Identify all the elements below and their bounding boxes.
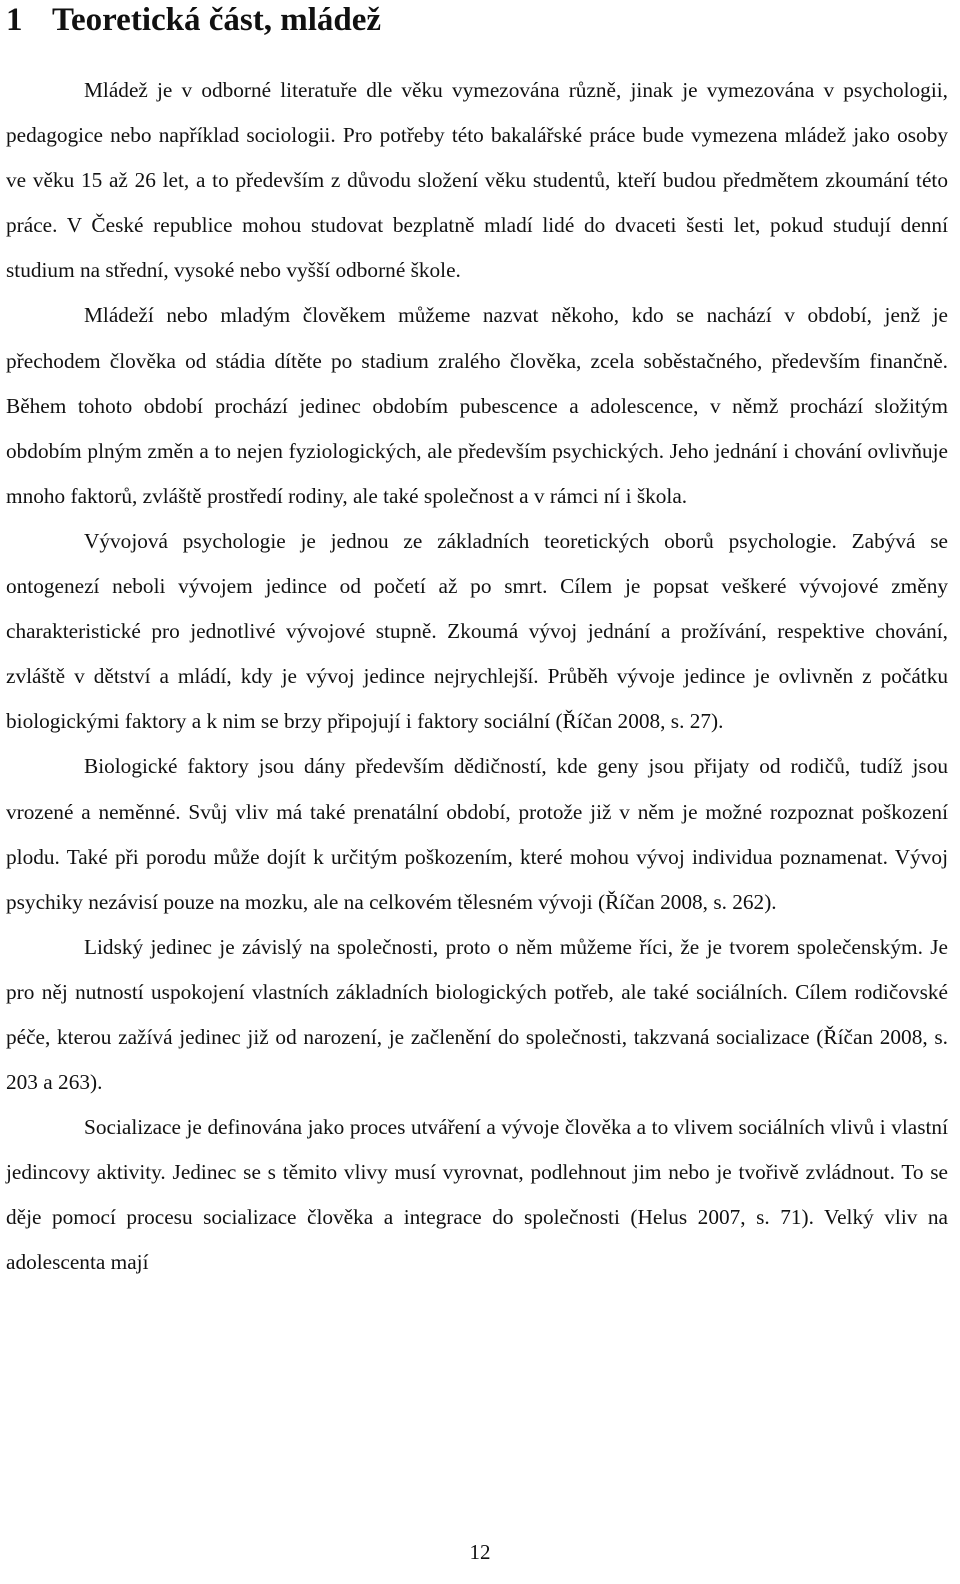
chapter-number: 1 [6, 2, 23, 38]
paragraph: Mládež je v odborné literatuře dle věku vymezována různě, jinak je vymezována v psychologii, pedagogice nebo například sociologii. Pro potřeby této bakalářské práce bude vymezena mládež jako osoby ve věku 15 až 26 let, a to především z důvodu složení věku studentů, kteří budou předmětem zkoumání této práce. V České republice mohou studovat bezplatně mladí lidé do dvaceti šesti let, pokud studují denní studium na střední, vysoké nebo vyšší odborné škole. [6, 78, 948, 283]
chapter-heading [6, 0, 381, 40]
chapter-title: Teoretická část, mládež [52, 2, 382, 38]
paragraph: Vývojová psychologie je jednou ze základních teoretických oborů psychologie. Zabývá se ontogenezí neboli vývojem jedince od početí až po smrt. Cílem je popsat veškeré vývojové změny charakteristické pro jednotlivé vývojové stupně. Zkoumá vývoj jednání a prožívání, respektive chování, zvláště v dětství a mládí, kdy je vývoj jedince nejrychlejší. Průběh vývoje jedince je ovlivněn z počátku biologickými faktory a k nim se brzy připojují i faktory sociální (Říčan 2008, s. 27). [6, 528, 948, 734]
body-text [6, 68, 948, 1286]
paragraph: Mládeží nebo mladým člověkem můžeme nazvat někoho, kdo se nachází v období, jenž je přechodem člověka od stádia dítěte po stadium zralého člověka, zcela soběstačného, především finančně. Během tohoto období prochází jedinec obdobím pubescence a adolescence, v němž prochází složitým obdobím plným změn a to nejen fyziologických, ale především psychických. Jeho jednání i chování ovlivňuje mnoho faktorů, zvláště prostředí rodiny, ale také společnost a v rámci ní i škola. [6, 303, 948, 508]
paragraph: Lidský jedinec je závislý na společnosti, proto o něm můžeme říci, že je tvorem společenským. Je pro něj nutností uspokojení vlastních základních biologických potřeb, ale také sociálních. Cílem rodičovské péče, kterou zažívá jedinec již od narození, je začlenění do společnosti, takzvaná socializace (Říčan 2008, s. 203 a 263). [6, 934, 948, 1095]
paragraph: Socializace je definována jako proces utváření a vývoje člověka a to vlivem sociálních vlivů i vlastní jedincovy aktivity. Jedinec se s těmito vlivy musí vyrovnat, podlehnout jim nebo je tvořivě zvládnout. To se děje pomocí procesu socializace člověka a integrace do společnosti (Helus 2007, s. 71). Velký vliv na adolescenta mají [6, 1115, 948, 1275]
paragraph: Biologické faktory jsou dány především dědičností, kde geny jsou přijaty od rodičů, tudíž jsou vrozené a neměnné. Svůj vliv má také prenatální období, protože již v něm je možné rozpoznat poškození plodu. Také při porodu může dojít k určitým poškozením, které mohou vývoj individua poznamenat. Vývoj psychiky nezávisí pouze na mozku, ale na celkovém tělesném vývoji (Říčan 2008, s. 262). [6, 754, 948, 914]
page-number: 12 [469, 1540, 491, 1564]
